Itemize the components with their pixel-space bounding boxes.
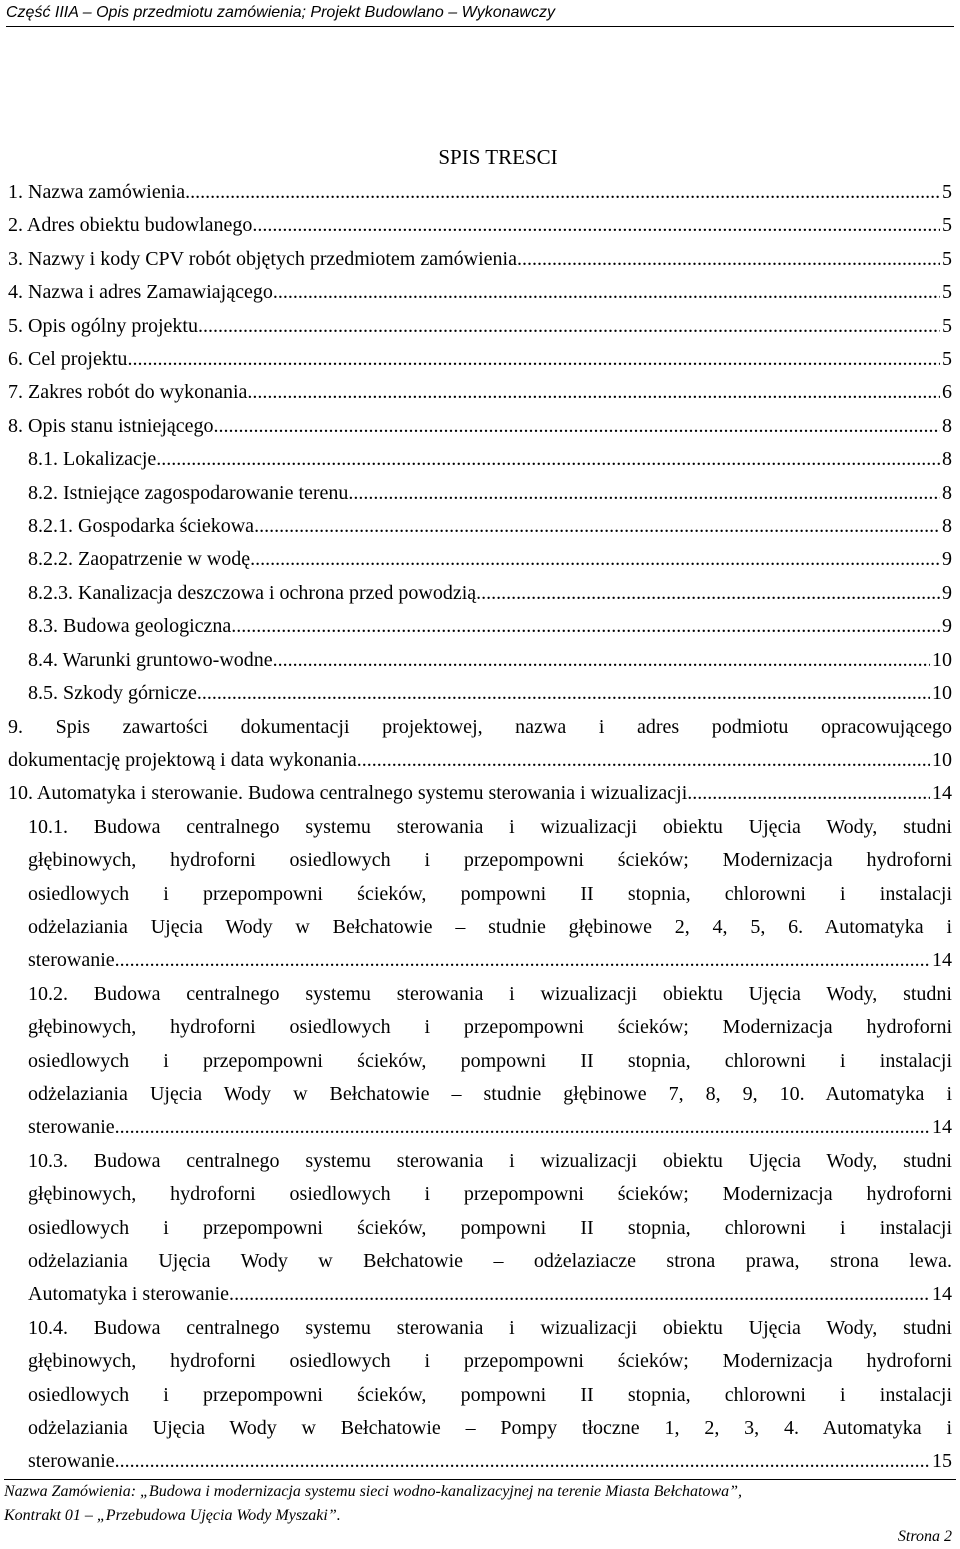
toc-entry[interactable]: 8.5. Szkody górnicze. ..... 10 (8, 677, 952, 710)
toc-entry[interactable]: 10.3. Budowa centralnego systemu sterowania i wizualizacji obiektu Ujęcia Wody, studni głębinowych, hydroforni osiedlowych i przepompowni ścieków; Modernizacja hydroforni osiedlowych i przepompowni ścieków, pompowni II stopnia, chlorowni i instalacji odżelaziania Ujęcia Wody w Bełchatowie – odżelaziacze strona prawa, strona lewa. Automatyka i sterowanie. ..... 14 (8, 1145, 952, 1312)
toc-entry[interactable]: 9. Spis zawartości dokumentacji projektowej, nazwa i adres podmiotu opracowującego dokumentację projektową i data wykonania ..... 10 (8, 711, 952, 778)
toc-entry[interactable]: 8.4. Warunki gruntowo-wodne. ..... 10 (8, 644, 952, 677)
toc-entry[interactable]: 10.1. Budowa centralnego systemu sterowania i wizualizacji obiektu Ujęcia Wody, studni głębinowych, hydroforni osiedlowych i przepompowni ścieków; Modernizacja hydroforni osiedlowych i przepompowni ścieków, pompowni II stopnia, chlorowni i instalacji odżelaziania Ujęcia Wody w Bełchatowie – studnie głębinowe 2, 4, 5, 6. Automatyka i sterowanie. ..... 14 (8, 811, 952, 978)
toc-entry[interactable]: 8.2.2. Zaopatrzenie w wodę ..... 9 (8, 543, 952, 576)
page-header (6, 2, 954, 27)
toc-entry[interactable]: 8.2. Istniejące zagospodarowanie terenu ..... 8 (8, 477, 952, 510)
toc-entry[interactable]: 8.2.3. Kanalizacja deszczowa i ochrona przed powodzią ..... 9 (8, 577, 952, 610)
toc-title: SPIS TRESCI (438, 145, 558, 169)
toc-entry[interactable]: 8.2.1. Gospodarka ściekowa ..... 8 (8, 510, 952, 543)
page-footer (4, 1479, 956, 1528)
toc-entry[interactable]: 6. Cel projektu ..... 5 (8, 343, 952, 376)
footer-line-1: Nazwa Zamówienia: „Budowa i modernizacja systemu sieci wodno-kanalizacyjnej na terenie Miasta Bełchatowa”, (4, 1483, 743, 1500)
header-text: Część IIIA – Opis przedmiotu zamówienia; Projekt Budowlano – Wykonawczy (6, 4, 555, 21)
toc-entry[interactable]: 10.4. Budowa centralnego systemu sterowania i wizualizacji obiektu Ujęcia Wody, studni głębinowych, hydroforni osiedlowych i przepompowni ścieków; Modernizacja hydroforni osiedlowych i przepompowni ścieków, pompowni II stopnia, chlorowni i instalacji odżelaziania Ujęcia Wody w Bełchatowie – Pompy tłoczne 1, 2, 3, 4. Automatyka i sterowanie. ..... 15 (8, 1312, 952, 1479)
toc-entry[interactable]: 5. Opis ogólny projektu ..... 5 (8, 310, 952, 343)
page-number: Strona 2 (897, 1528, 952, 1545)
table-of-contents (8, 176, 952, 1479)
toc-entry[interactable]: 2. Adres obiektu budowlanego ..... 5 (8, 209, 952, 242)
toc-entry[interactable]: 10. Automatyka i sterowanie. Budowa centralnego systemu sterowania i wizualizacji ..... 14 (8, 777, 952, 810)
toc-entry[interactable]: 8.3. Budowa geologiczna ..... 9 (8, 610, 952, 643)
toc-entry[interactable]: 7. Zakres robót do wykonania ..... 6 (8, 376, 952, 409)
toc-entry[interactable]: 1. Nazwa zamówienia ..... 5 (8, 176, 952, 209)
toc-entry[interactable]: 8.1. Lokalizacje ..... 8 (8, 443, 952, 476)
toc-entry[interactable]: 8. Opis stanu istniejącego ..... 8 (8, 410, 952, 443)
toc-entry[interactable]: 4. Nazwa i adres Zamawiającego ..... 5 (8, 276, 952, 309)
footer-line-2: Kontrakt 01 – „Przebudowa Ujęcia Wody Myszaki”. (4, 1507, 341, 1524)
toc-entry[interactable]: 3. Nazwy i kody CPV robót objętych przedmiotem zamówienia ..... 5 (8, 243, 952, 276)
toc-entry[interactable]: 10.2. Budowa centralnego systemu sterowania i wizualizacji obiektu Ujęcia Wody, studni głębinowych, hydroforni osiedlowych i przepompowni ścieków; Modernizacja hydroforni osiedlowych i przepompowni ścieków, pompowni II stopnia, chlorowni i instalacji odżelaziania Ujęcia Wody w Bełchatowie – studnie głębinowe 7, 8, 9, 10. Automatyka i sterowanie. ..... 14 (8, 978, 952, 1145)
